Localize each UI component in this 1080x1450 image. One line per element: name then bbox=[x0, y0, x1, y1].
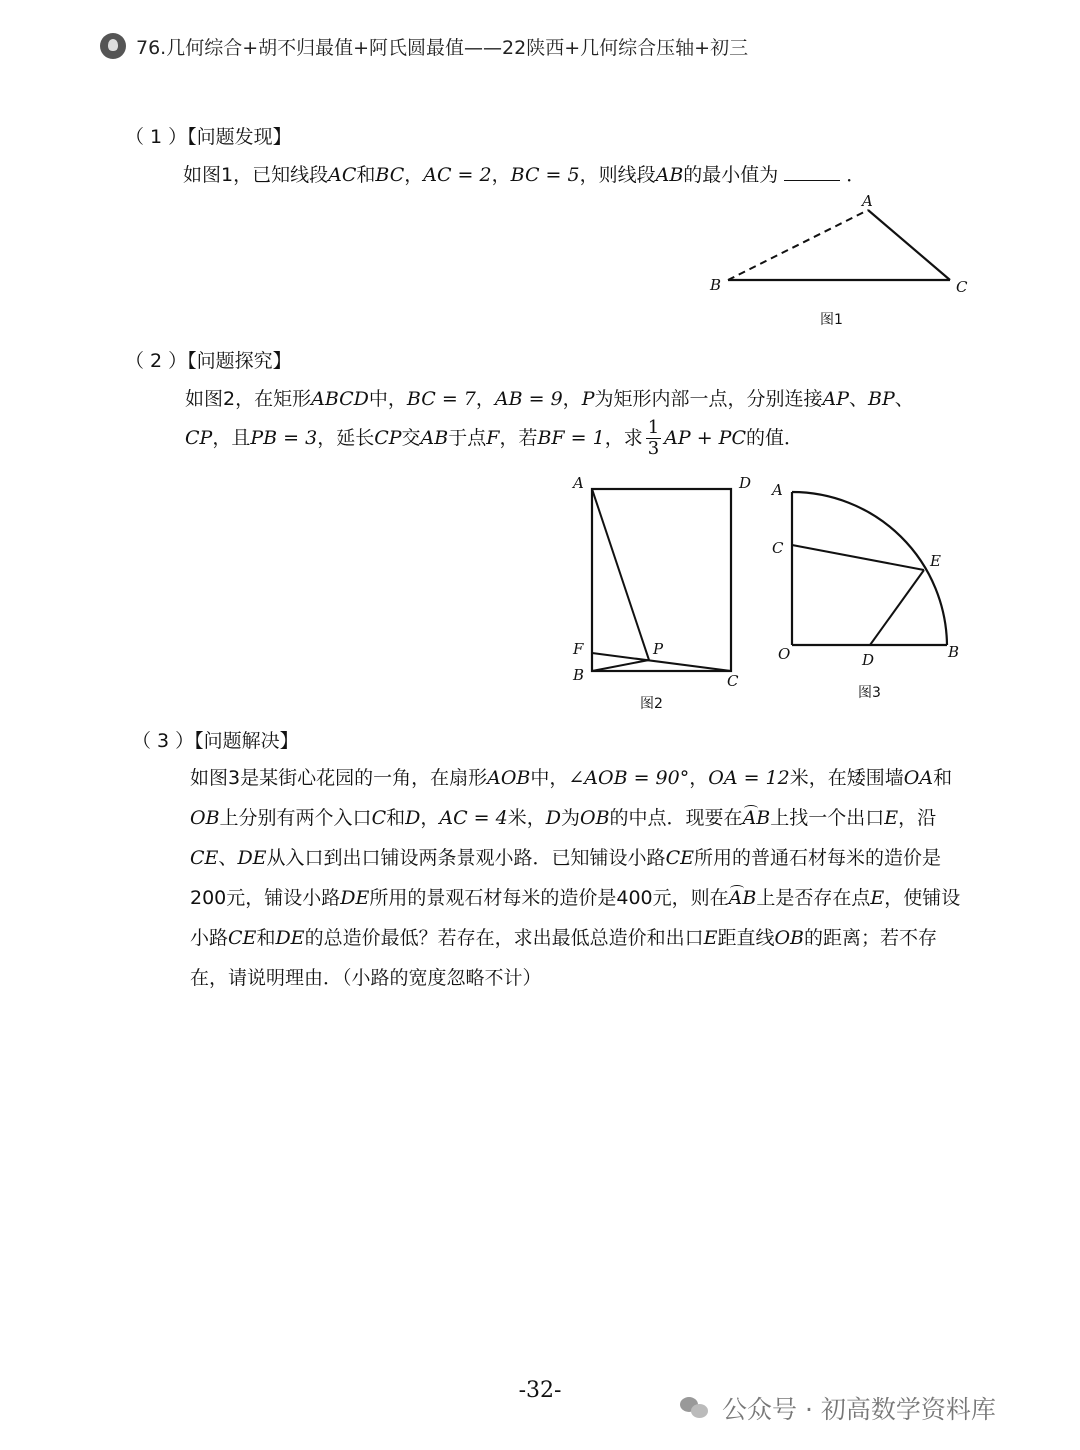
watermark-text: 公众号 · 初高数学资料库 bbox=[722, 1395, 996, 1424]
fig2-label-b: B bbox=[573, 666, 585, 684]
fig1-label-a: A bbox=[862, 192, 873, 210]
part3-line2: OB上分别有两个入口C和D，AC = 4米，D为OB的中点．现要在AB上找一个出口E，沿 bbox=[190, 807, 937, 829]
part3-line5: 小路CE和DE的总造价最低？若存在，求出最低总造价和出口E距直线OB的距离；若不存 bbox=[190, 927, 938, 949]
part2-label: （ 2 ）【问题探究】 bbox=[125, 350, 292, 372]
arc-ab-symbol-2: AB bbox=[728, 887, 757, 909]
fraction-one-third: $\frac{1}{3}$ bbox=[647, 417, 660, 459]
segment-ce bbox=[792, 545, 924, 570]
watermark bbox=[680, 1390, 996, 1426]
arc-ab bbox=[792, 492, 947, 645]
fig3-label-e: E bbox=[930, 552, 941, 570]
fig3-label-a: A bbox=[772, 481, 783, 499]
segment-bp bbox=[592, 660, 649, 671]
part3-label: （ 3 ）【问题解决】 bbox=[132, 730, 299, 752]
arc-ab-symbol: AB bbox=[742, 807, 771, 829]
part3-line6: 在，请说明理由．（小路的宽度忽略不计） bbox=[190, 967, 542, 989]
fig3-label-c: C bbox=[772, 539, 784, 557]
answer-blank bbox=[784, 162, 840, 181]
part2-line2: CP，且PB = 3，延长CP交AB于点F，若BF = 1，求 $\frac{1}{3}$ AP + PC的值． bbox=[185, 417, 803, 459]
fig2-label-c: C bbox=[727, 672, 739, 690]
part3-line1: 如图3是某街心花园的一角，在扇形AOB中，∠AOB = 90°，OA = 12米，在矮围墙OA和 bbox=[190, 767, 953, 789]
segment-ac bbox=[868, 210, 950, 280]
part2-line1: 如图2，在矩形ABCD中，BC = 7，AB = 9，P为矩形内部一点，分别连接AP、BP、 bbox=[185, 388, 914, 410]
fig3-label-b: B bbox=[948, 643, 960, 661]
figure2 bbox=[565, 470, 765, 718]
fig2-label-a: A bbox=[573, 474, 584, 492]
figure3 bbox=[770, 475, 980, 707]
bulb-icon bbox=[100, 33, 126, 59]
part3-line4: 200元，铺设小路DE所用的景观石材每米的造价是400元，则在AB上是否存在点E，使铺设 bbox=[190, 887, 961, 909]
part1-text: 如图1，已知线段AC和BC，AC = 2，BC = 5，则线段AB的最小值为 ． bbox=[183, 164, 866, 186]
fig1-caption: 图1 bbox=[820, 312, 843, 328]
part3-line3: CE、DE从入口到出口铺设两条景观小路．已知铺设小路CE所用的普通石材每米的造价是 bbox=[190, 847, 941, 869]
fig1-label-c: C bbox=[956, 278, 968, 296]
page-header bbox=[100, 30, 748, 62]
segment-ab-dashed bbox=[728, 210, 868, 280]
page-number: -32- bbox=[518, 1378, 562, 1403]
fig3-label-d: D bbox=[862, 651, 875, 669]
fig1-label-b: B bbox=[710, 276, 722, 294]
fig2-caption: 图2 bbox=[640, 696, 663, 712]
page-title: 76.几何综合+胡不归最值+阿氏圆最值——22陕西+几何综合压轴+初三 bbox=[136, 36, 749, 59]
fig2-label-p: P bbox=[653, 640, 664, 658]
fig3-caption: 图3 bbox=[858, 685, 881, 701]
fig2-label-d: D bbox=[739, 474, 752, 492]
segment-de bbox=[870, 570, 924, 645]
figure1 bbox=[700, 188, 980, 333]
segment-ap bbox=[592, 489, 649, 660]
fig3-label-o: O bbox=[778, 645, 791, 663]
wechat-icon bbox=[680, 1395, 710, 1421]
part1-label: （ 1 ）【问题发现】 bbox=[125, 126, 292, 148]
fig2-label-f: F bbox=[573, 640, 584, 658]
